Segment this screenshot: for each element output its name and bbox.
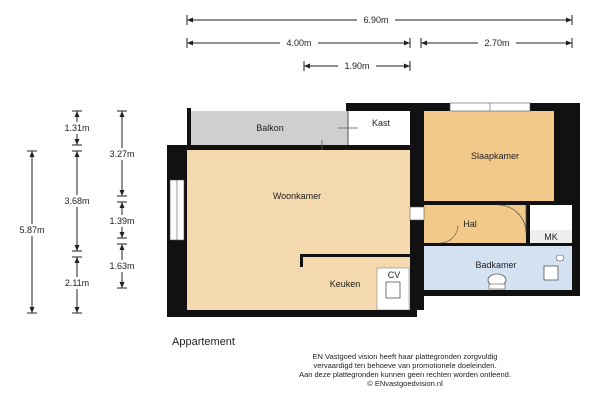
disclaimer-line: EN Vastgoed vision heeft haar plattegronden zorgvuldig: [312, 352, 498, 361]
dim-bedroom-depth-label: 3.27m: [109, 149, 135, 159]
disclaimer-line: vervaardigd ten behoeve van promotionele doeleinden.: [313, 361, 497, 370]
dim-total-width: [187, 14, 572, 25]
dim-balcony-depth-label: 1.31m: [64, 123, 90, 133]
dim-bedroom-depth: [104, 111, 140, 196]
washbasin-icon: [544, 266, 558, 280]
dim-right-width: [421, 37, 572, 48]
dim-kitchen-depth: [59, 257, 95, 313]
room-label-bedroom: Slaapkamer: [470, 151, 520, 161]
room-label-balcony: Balkon: [256, 123, 284, 133]
shower-drain-icon: [556, 255, 564, 261]
dim-total-depth-label: 5.87m: [19, 225, 45, 235]
dim-living-depth: [59, 151, 95, 251]
room-label-kitchen: Keuken: [329, 279, 361, 289]
room-label-living-room: Woonkamer: [272, 191, 322, 201]
dim-balcony-depth: [59, 111, 95, 145]
room-label-bathroom: Badkamer: [475, 260, 517, 270]
dim-inner-width: [304, 60, 410, 71]
room-label-storage: Kast: [371, 118, 391, 128]
room-label-boiler: CV: [387, 270, 401, 280]
dim-kitchen-depth-label: 2.11m: [64, 278, 90, 288]
dim-bathroom-depth: [104, 244, 140, 288]
room-label-meter-cupboard: MK: [544, 232, 558, 242]
dim-living-depth-label: 3.68m: [64, 196, 90, 206]
dim-inner-width-label: 1.90m: [344, 61, 370, 71]
dim-hall-depth-label: 1.39m: [109, 216, 135, 226]
disclaimer-line: © ENvastgoedvision.nl: [367, 379, 443, 388]
dim-left-width: [187, 37, 410, 48]
dim-left-width-label: 4.00m: [286, 38, 312, 48]
disclaimer: [255, 352, 555, 388]
dim-bathroom-depth-label: 1.63m: [109, 261, 135, 271]
dim-total-depth: [14, 151, 50, 313]
kitchen-sink-icon: [386, 282, 400, 298]
dim-right-width-label: 2.70m: [484, 38, 510, 48]
dim-total-width-label: 6.90m: [363, 15, 389, 25]
plan-title: Appartement: [172, 336, 235, 348]
disclaimer-line: Aan deze plattegronden kunnen geen rechten worden ontleend.: [299, 370, 511, 379]
room-label-hall: Hal: [463, 219, 477, 229]
dim-hall-depth: [104, 202, 140, 238]
